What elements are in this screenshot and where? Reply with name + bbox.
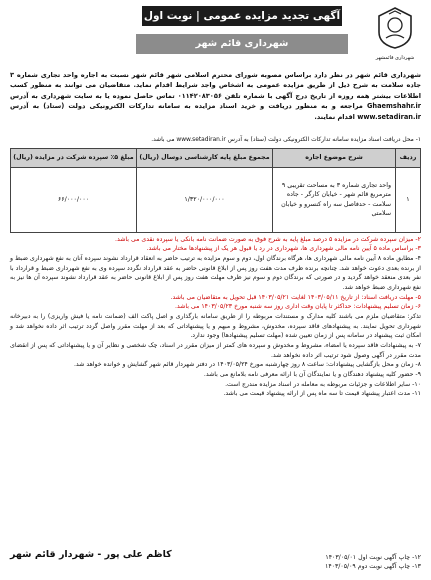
term-item: ۷- به پیشنهادات فاقد سپرده یا امضاء، مشروط و مخدوش و سپرده های کمتر از میزان مقرر در اسناد، چک شخصی و نظایر آن و یا پیشنهاداتی که پس از انقضای مدت مقرر در آگهی وصول شود ترتیب اثر داده نخواهد شد.	[10, 341, 421, 359]
header-base-price: مجموع مبلغ پایه کارشناسی دوسال (ریال)	[137, 148, 273, 167]
header-index: ردیف	[396, 148, 421, 167]
notice-header	[4, 4, 427, 68]
term-note: تذکر: متقاضیان ملزم می باشند کلیه مدارک و مستندات مربوطه را از طریق سامانه بارگذاری و اصل پاکت الف (ضمانت نامه یا فیش واریزی) را به دبیرخانه شهرداری تحویل نمایند. به پیشنهادهای فاقد سپرده، مخدوش، مشروط و مبهم و یا پیشنهاداتی که بعد از مهلت مقرر واصل گردد ترتیب اثر داده نخواهد شد و امکان ثبت پیشنهاد در سامانه پس از زمان تعیین شده (مهلت تسلیم پیشنهادها) وجود ندارد.	[10, 312, 421, 340]
intro-paragraph: شهرداری قائم شهر در نظر دارد براساس مصوبه شورای محترم اسلامی شهر قائم شهر نسبت به اجاره واحد تجاری شماره ۳ جاده سلامت به شرح ذیل از طریق مزایده عمومی به اشخاص واجد شرایط اقدام نماید. متقاضیان می توانند به منظور کسب اطلاعات بیشتر همه روزه از تاریخ درج آگهی با شماره تلفن ۰۱۱۴۲۰۸۳۰۵۶ تماس حاصل نموده یا به سایت شهرداری به آدرس Ghaemshahr.ir مراجعه و به منظور دریافت و خرید اسناد مزایده به سامانه تدارکات الکترونیکی دولت (ستاد) به آدرس www.setadiran.ir اقدام نمایند.	[10, 71, 421, 121]
term-item: ۳- براساس ماده ۵ آیین نامه مالی شهرداری ها، شهرداری در رد یا قبول هر یک از پیشنهادها مختار می باشد.	[146, 245, 421, 253]
table-row	[11, 167, 421, 232]
publication-dates	[325, 553, 421, 572]
term-item: ۹- حضور کلیه پیشنهاد دهندگان و یا نمایندگان آن با ارائه معرفی نامه بلامانع می باشد.	[203, 370, 421, 378]
municipality-logo	[369, 6, 421, 68]
row-base-price: ۱/۳۲۰/۰۰۰/۰۰۰	[137, 167, 273, 232]
notice-title: آگهی تجدید مزایده عمومی | نوبت اول	[142, 6, 342, 26]
term-item: ۸- زمان و محل بازگشایی پیشنهادات: ساعت ۸ روز چهارشنبه مورخ ۱۴۰۳/۰۵/۲۴ در دفتر شهردار قائم شهر گشایش و خوانده خواهد شد.	[73, 361, 421, 369]
row-index: ۱	[396, 167, 421, 232]
row-description: واحد تجاری شماره ۳ به مساحت تقریبی ۹ مترمربع قائم شهر - خیابان کارگر - جاده سلامت - حدفاصل سه راه کنسرو و خیابان سلامتی	[273, 167, 396, 232]
second-publication-date: ۱۳- چاپ آگهی نوبت دوم ۱۴۰۳/۰۵/۰۹	[325, 563, 421, 571]
term-item: ۱۱- مدت اعتبار پیشنهاد قیمت تا سه ماه پس از ارائه پیشنهاد قیمت می باشد.	[223, 390, 421, 398]
first-publication-date: ۱۲- چاپ آگهی نوبت اول ۱۴۰۳/۰۵/۰۱	[325, 553, 421, 561]
terms-list	[4, 235, 427, 535]
notice-footer	[4, 540, 427, 572]
term-item: ۱۰- سایر اطلاعات و جزئیات مربوطه به معامله در اسناد مزایده مندرج است.	[225, 380, 421, 388]
mayor-signature: کاظم علی پور - شهردار قائم شهر	[10, 549, 172, 560]
organization-name: شهرداری قائم شهر	[136, 34, 348, 54]
municipality-emblem-icon	[375, 6, 415, 50]
header-deposit: مبلغ ۵٪ سپرده شرکت در مزایده (ریال)	[11, 148, 137, 167]
table-header-row	[11, 148, 421, 167]
tender-notice	[4, 4, 427, 572]
tender-table	[10, 148, 421, 233]
row-deposit: ۶۶/۰۰۰/۰۰۰	[11, 167, 137, 232]
term-item: ۴- مطابق ماده ۸ آیین نامه مالی شهرداری ها، هرگاه برندگان اول، دوم و سوم مزایده به ترتیب حاضر به انعقاد قرارداد نشوند سپرده آنان به نفع شهرداری ضبط و از برنده بعدی دعوت خواهد شد. چنانچه برنده ظرف مدت هفت روز پس از ابلاغ قانونی حاضر به عقد قرارداد نگردد سپرده وی به نفع شهرداری ضبط و قرارداد با نفر بعدی منعقد خواهد گردید و در صورتی که برندگان دوم و سوم نیز ظرف مهلت هفت روز پس از ابلاغ قانونی حاضر به عقد قرارداد نشوند سپرده آن ها نیز به نفع شهرداری ضبط خواهد شد.	[10, 255, 421, 291]
term-item: ۶- زمان تسلیم پیشنهادات: حداکثر تا پایان وقت اداری روز سه شنبه مورخ ۱۴۰۳/۰۵/۲۳ می باشد.	[174, 303, 421, 311]
header-description: شرح موضوع اجاره	[273, 148, 396, 167]
logo-caption: شهرداری قائمشهر	[375, 55, 415, 61]
item-1: ۱- محل دریافت اسناد مزایده سامانه تدارکات الکترونیکی دولت (ستاد) به آدرس www.setadiran.ir می باشد.	[151, 137, 421, 143]
term-item: ۵- مهلت دریافت اسناد: از تاریخ ۱۴۰۳/۰۵/۱۱ لغایت ۱۴۰۳/۰۵/۲۱ قبل تحویل به متقاضیان می باشد.	[170, 293, 421, 301]
term-item: ۲- میزان سپرده شرکت در مزایده ۵ درصد مبلغ پایه به شرح فوق به صورت ضمانت نامه بانکی یا سپرده نقدی می باشد.	[115, 235, 421, 243]
